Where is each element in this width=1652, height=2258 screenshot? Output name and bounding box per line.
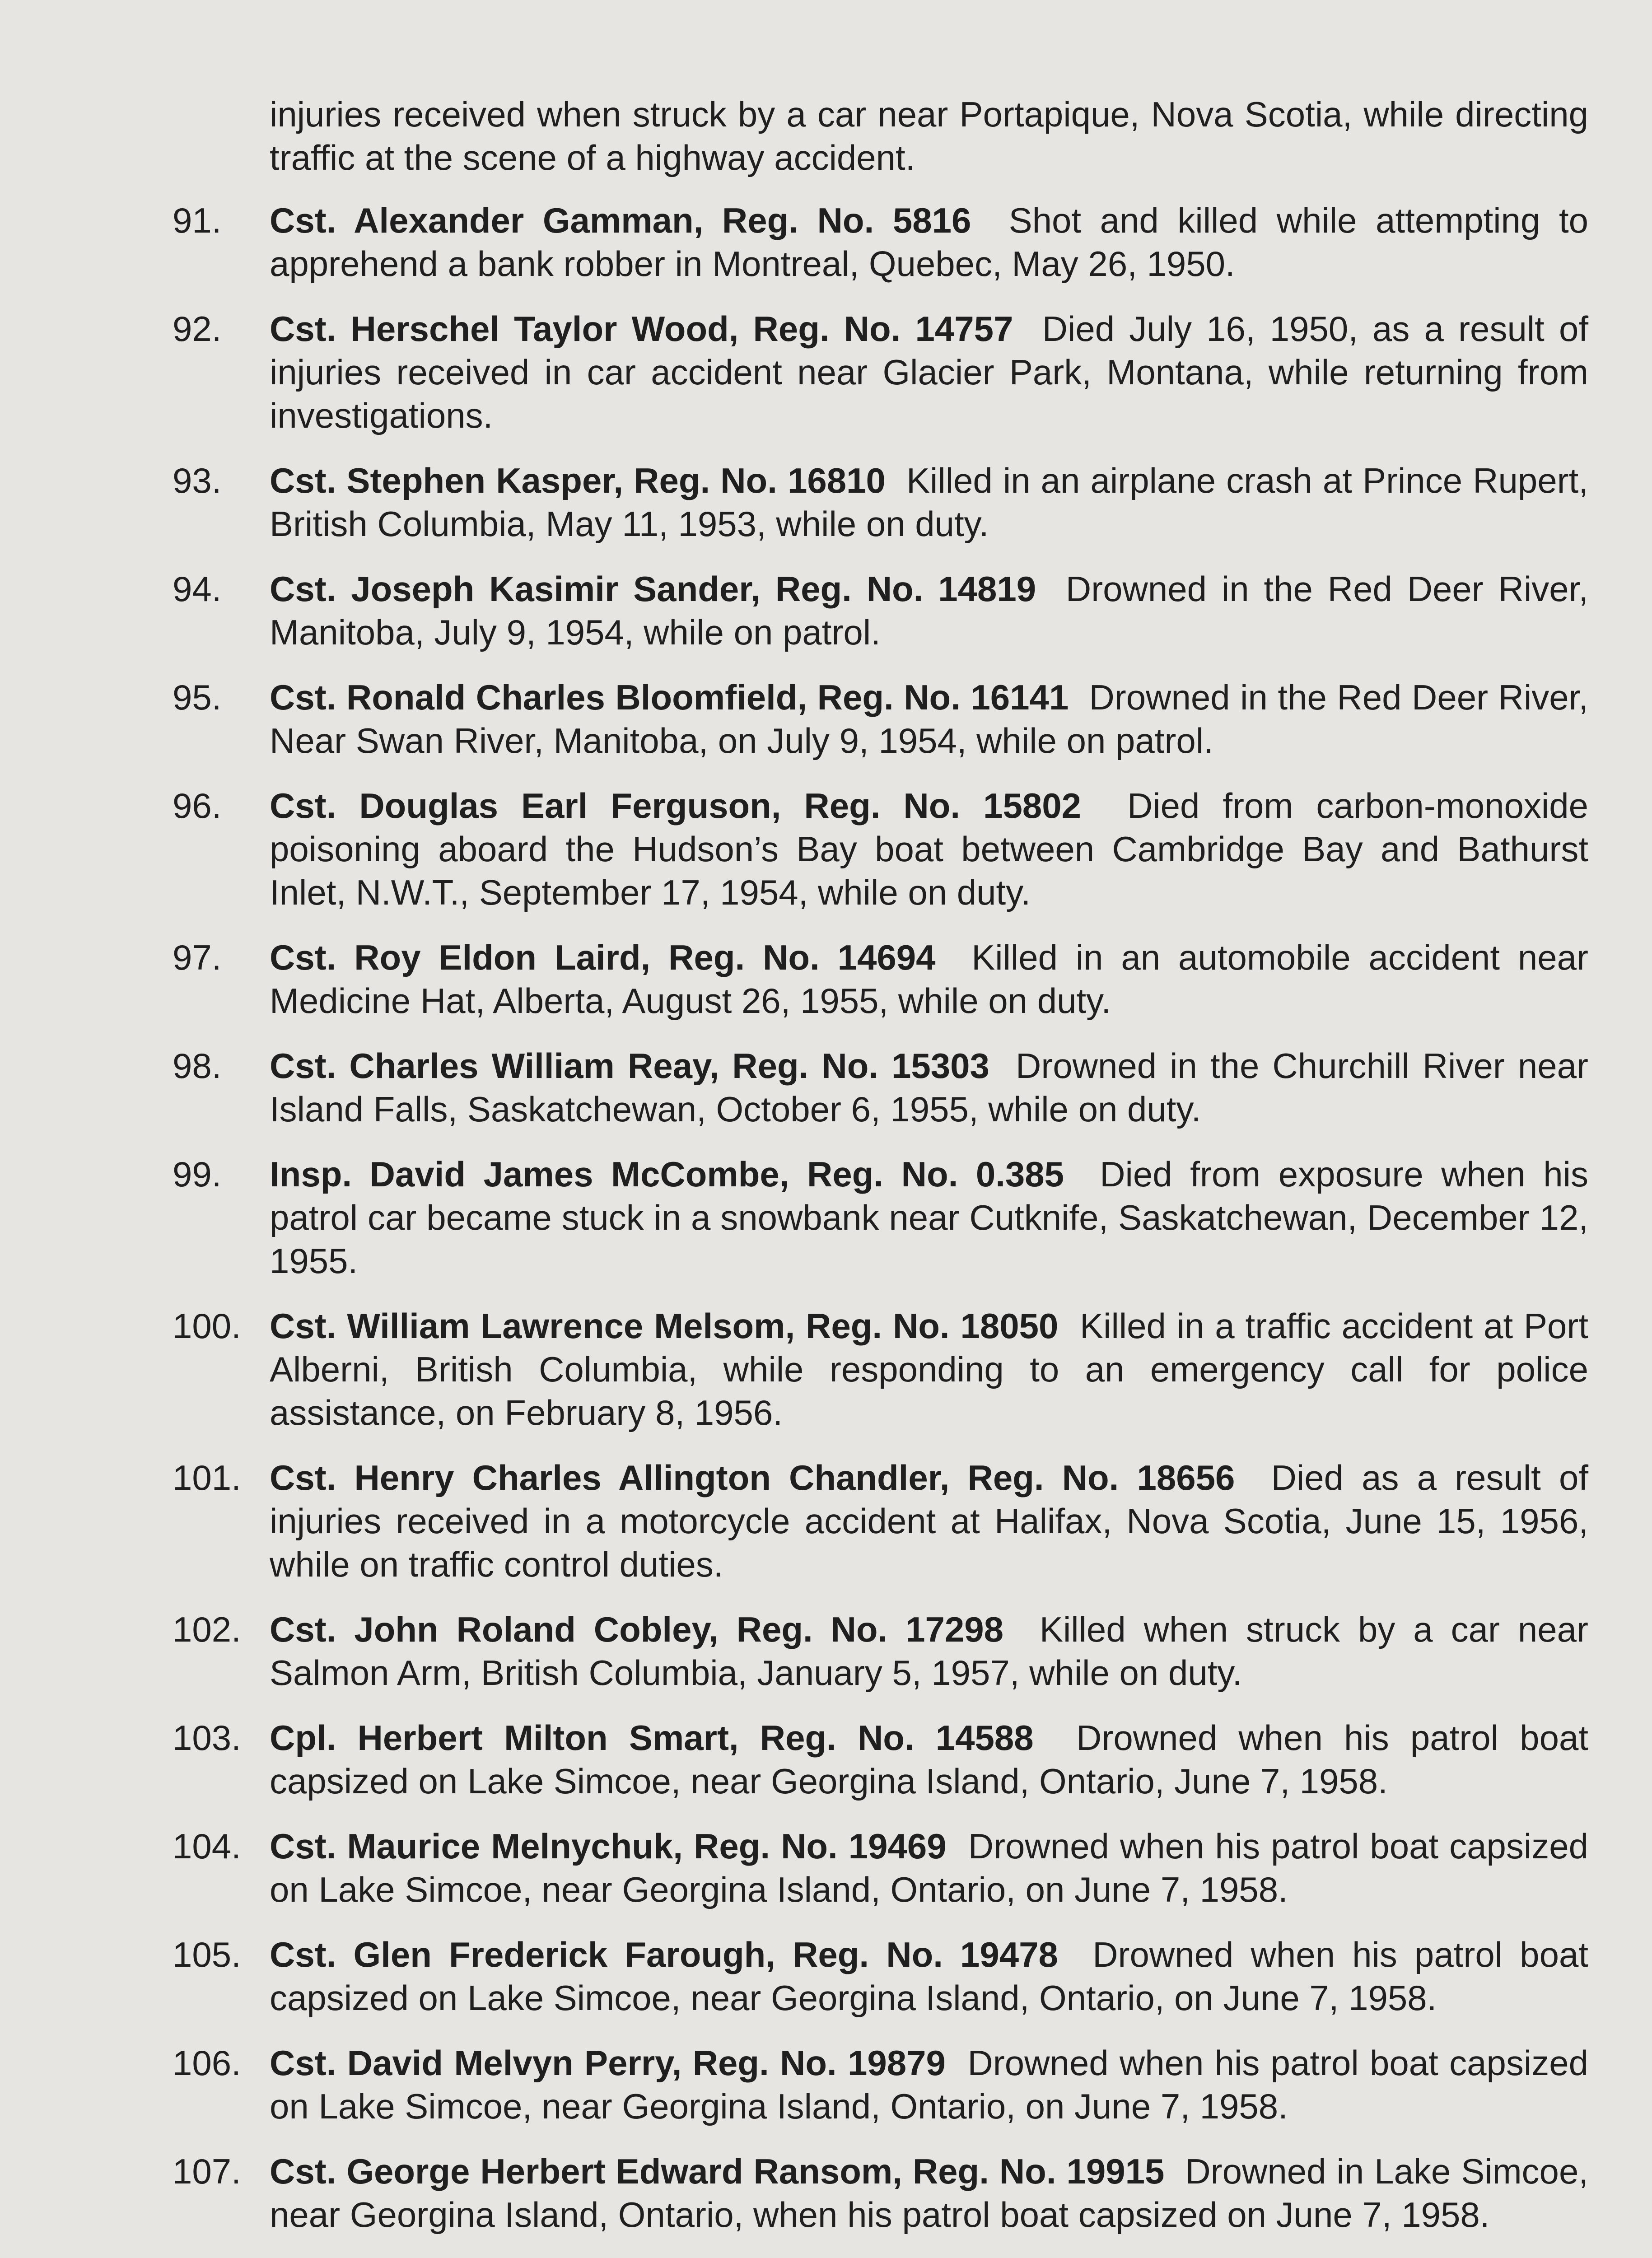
list-item [154,1044,1588,1131]
entry-number: 92. [173,309,222,349]
entry-number: 96. [173,786,222,826]
list-item [154,307,1588,437]
entry-number: 95. [173,677,222,717]
entry-text: Drowned when his patrol boat capsized on Lake Simcoe, near Georgina Island, Ontario, on June 7, 1958. [270,1935,1588,2018]
list-item [154,936,1588,1022]
entry-name: Cst. Roy Eldon Laird, Reg. No. 14694 [270,938,936,977]
entry-body [270,459,1588,546]
entry-text: Died as a result of injuries received in a motorcycle accident at Halifax, Nova Scotia, June 15, 1956, while on traffic control duties. [270,1458,1588,1584]
entry-name: Cst. Douglas Earl Ferguson, Reg. No. 15802 [270,786,1081,826]
entry-body [270,784,1588,914]
list-item [154,676,1588,762]
entry-name: Cst. Stephen Kasper, Reg. No. 16810 [270,461,886,500]
entry-number: 98. [173,1046,222,1086]
list-item [154,1933,1588,2020]
entry-text: Drowned in the Red Deer River, Manitoba, July 9, 1954, while on patrol. [270,569,1588,652]
entry-number: 102. [173,1610,241,1649]
entry-text: Drowned in Lake Simcoe, near Georgina Island, Ontario, when his patrol boat capsized on June 7, 1958. [270,2151,1588,2235]
entry-name: Cst. Joseph Kasimir Sander, Reg. No. 14819 [270,569,1036,609]
list-item [154,784,1588,914]
entry-number: 103. [173,1718,241,1758]
entry-number: 93. [173,461,222,500]
list-item [154,459,1588,546]
entry-name: Cst. Henry Charles Allington Chandler, Reg. No. 18656 [270,1458,1235,1498]
entry-name: Cst. Maurice Melnychuk, Reg. No. 19469 [270,1826,947,1866]
entry-body [270,1608,1588,1694]
entry-name: Cpl. Herbert Milton Smart, Reg. No. 14588 [270,1718,1034,1758]
entry-number: 106. [173,2043,241,2083]
entry-name: Cst. Glen Frederick Farough, Reg. No. 19478 [270,1935,1058,1974]
entry-body [270,1044,1588,1131]
memorial-list [154,199,1588,2258]
list-item [154,1608,1588,1694]
list-item [154,1716,1588,1803]
entry-name: Cst. William Lawrence Melsom, Reg. No. 18050 [270,1306,1059,1346]
entry-text: Died July 16, 1950, as a result of injuries received in car accident near Glacier Park, Montana, while returning from investigations. [270,309,1589,435]
entry-name: Cst. Herschel Taylor Wood, Reg. No. 14757 [270,309,1013,349]
entry-text: Killed when struck by a car near Salmon Arm, British Columbia, January 5, 1957, while on duty. [270,1610,1588,1693]
entry-name: Cst. David Melvyn Perry, Reg. No. 19879 [270,2043,946,2083]
list-item [154,1456,1588,1586]
entry-name: Cst. John Roland Cobley, Reg. No. 17298 [270,1610,1004,1649]
list-item [154,1824,1588,1911]
entry-name: Cst. Charles William Reay, Reg. No. 15303 [270,1046,989,1086]
list-item [154,2150,1588,2236]
entry-number: 91. [173,201,222,240]
entry-body [270,676,1588,762]
entry-text: Drowned when his patrol boat capsized on Lake Simcoe, near Georgina Island, Ontario, on June 7, 1958. [270,2043,1588,2126]
entry-number: 94. [173,569,222,609]
entry-number: 104. [173,1826,241,1866]
entry-body [270,2041,1588,2128]
list-item [154,1304,1588,1434]
intro-paragraph: injuries received when struck by a car near Portapique, Nova Scotia, while directing traffic at the scene of a highway accident. [270,94,1588,177]
entry-body [270,1933,1588,2020]
entry-number: 97. [173,938,222,977]
entry-text: Died from carbon-monoxide poisoning aboard the Hudson’s Bay boat between Cambridge Bay and Bathurst Inlet, N.W.T., September 17, 1954, while on duty. [270,786,1588,912]
entry-text: Drowned when his patrol boat capsized on Lake Simcoe, near Georgina Island, Ontario, June 7, 1958. [270,1718,1588,1801]
entry-body [270,199,1588,285]
entry-body [270,567,1588,654]
entry-body [270,936,1588,1022]
entry-name: Cst. George Herbert Edward Ransom, Reg. No. 19915 [270,2151,1165,2191]
entry-number: 101. [173,1458,241,1498]
entry-text: Drowned when his patrol boat capsized on Lake Simcoe, near Georgina Island, Ontario, on June 7, 1958. [270,1826,1589,1909]
list-item [154,1152,1588,1283]
entry-text: Killed in a traffic accident at Port Alberni, British Columbia, while responding to an emergency call for police assistance, on February 8, 1956. [270,1306,1589,1432]
entry-body [270,1716,1588,1803]
entry-text: Killed in an automobile accident near Medicine Hat, Alberta, August 26, 1955, while on duty. [270,938,1589,1021]
entry-number: 105. [173,1935,241,1974]
entry-number: 99. [173,1154,222,1194]
entry-text: Shot and killed while attempting to apprehend a bank robber in Montreal, Quebec, May 26, 1950. [270,201,1588,284]
list-item [154,199,1588,285]
entry-body [270,1456,1588,1586]
entry-text: Died from exposure when his patrol car became stuck in a snowbank near Cutknife, Saskatchewan, December 12, 1955. [270,1154,1589,1281]
list-item [154,567,1588,654]
entry-name: Cst. Alexander Gamman, Reg. No. 5816 [270,201,971,240]
entry-text: Drowned in the Red Deer River, Near Swan River, Manitoba, on July 9, 1954, while on patrol. [270,677,1588,760]
list-item [154,2041,1588,2128]
entry-body [270,1824,1588,1911]
entry-number: 100. [173,1306,241,1346]
entry-body [270,2150,1588,2236]
entry-body [270,1304,1588,1434]
entry-name: Insp. David James McCombe, Reg. No. 0.385 [270,1154,1064,1194]
entry-body [270,1152,1588,1283]
entry-name: Cst. Ronald Charles Bloomfield, Reg. No. 16141 [270,677,1069,717]
entry-text: Killed in an airplane crash at Prince Rupert, British Columbia, May 11, 1953, while on duty. [270,461,1589,544]
entry-number: 107. [173,2151,241,2191]
entry-body [270,307,1588,437]
entry-text: Drowned in the Churchill River near Island Falls, Saskatchewan, October 6, 1955, while on duty. [270,1046,1588,1129]
